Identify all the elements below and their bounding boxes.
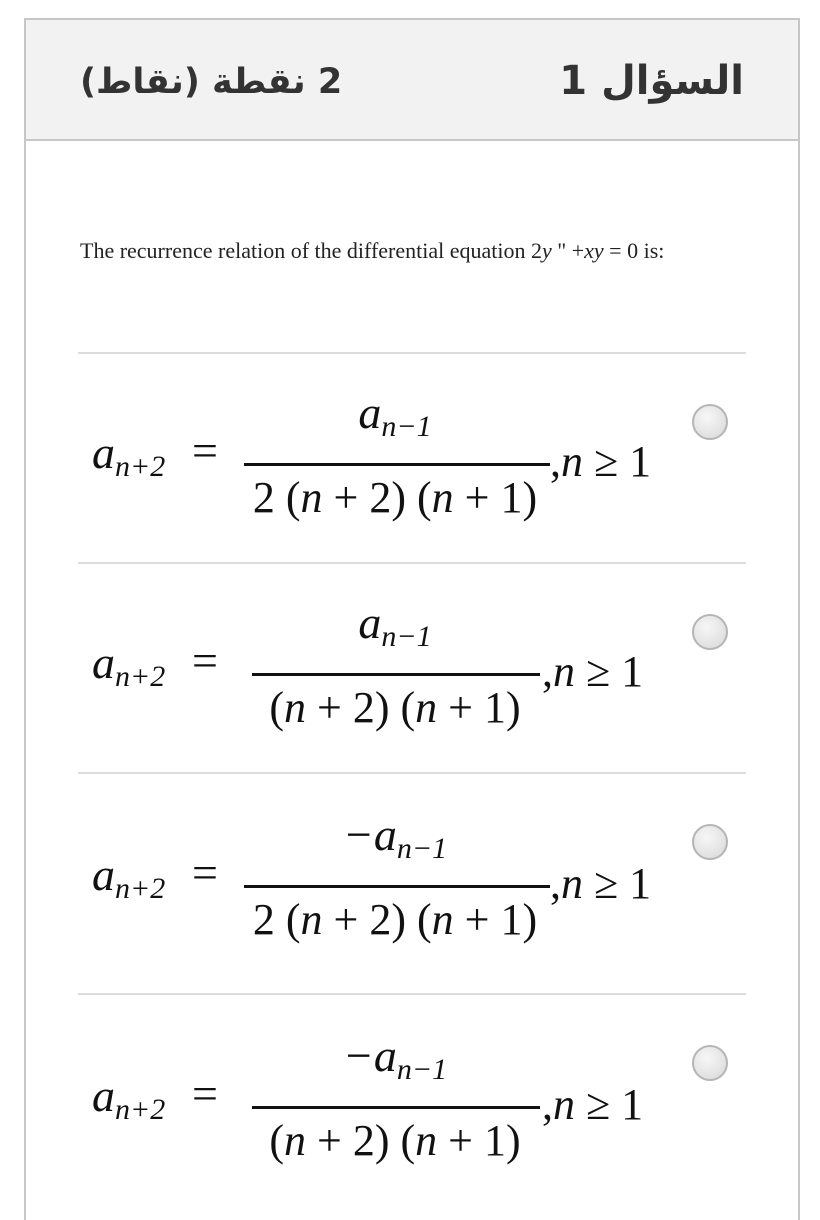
radio-button-option-3[interactable] — [692, 824, 728, 860]
question-header — [26, 20, 798, 141]
question-text-prefix: The recurrence relation of the differential equation 2 — [80, 238, 542, 263]
answer-option-2[interactable] — [26, 564, 798, 764]
radio-button-option-2[interactable] — [692, 614, 728, 650]
option-1-equals: = — [192, 425, 218, 476]
option-3-numerator: $-a_{n-1}$ — [342, 809, 448, 865]
option-2-denominator: (n + 2) (n + 1) — [269, 683, 521, 732]
option-2-condition: ,n ≥ 1 — [542, 647, 644, 696]
option-3-equals: = — [192, 847, 218, 898]
option-4-lhs: $a_{n+2}$ — [92, 1070, 166, 1126]
radio-button-option-4[interactable] — [692, 1045, 728, 1081]
option-1-condition: ,n ≥ 1 — [550, 437, 652, 486]
option-4-condition: ,n ≥ 1 — [542, 1080, 644, 1129]
option-1-lhs: $a_{n+2}$ — [92, 427, 166, 483]
question-points: 2 نقطة (نقاط) — [80, 62, 343, 102]
option-4-fraction-bar — [252, 1106, 540, 1109]
option-4-formula — [92, 1027, 692, 1177]
question-text-suffix: = 0 is: — [603, 238, 665, 263]
option-1-denominator: 2 (n + 2) (n + 1) — [252, 473, 538, 522]
question-title: السؤال 1 — [559, 58, 744, 104]
option-2-lhs: $a_{n+2}$ — [92, 637, 166, 693]
option-1-formula — [92, 384, 692, 534]
question-text — [80, 238, 780, 264]
option-1-numerator: $a_{n-1}$ — [358, 387, 432, 443]
question-var-y: y — [541, 238, 552, 263]
radio-button-option-1[interactable] — [692, 404, 728, 440]
question-card — [24, 18, 800, 1220]
answer-option-3[interactable] — [26, 774, 798, 974]
option-2-numerator: $a_{n-1}$ — [358, 597, 432, 653]
option-3-formula — [92, 806, 692, 956]
question-var-xy: xy — [584, 238, 604, 263]
option-1-fraction-bar — [244, 463, 550, 466]
option-3-condition: ,n ≥ 1 — [550, 859, 652, 908]
answer-option-4[interactable] — [26, 995, 798, 1195]
question-text-mid: " + — [551, 238, 585, 263]
option-2-equals: = — [192, 635, 218, 686]
option-4-equals: = — [192, 1068, 218, 1119]
option-3-fraction-bar — [244, 885, 550, 888]
option-2-formula — [92, 594, 692, 744]
answer-option-1[interactable] — [26, 354, 798, 554]
option-4-numerator: $-a_{n-1}$ — [342, 1030, 448, 1086]
option-2-fraction-bar — [252, 673, 540, 676]
option-4-denominator: (n + 2) (n + 1) — [269, 1116, 521, 1165]
option-3-denominator: 2 (n + 2) (n + 1) — [252, 895, 538, 944]
option-3-lhs: $a_{n+2}$ — [92, 849, 166, 905]
